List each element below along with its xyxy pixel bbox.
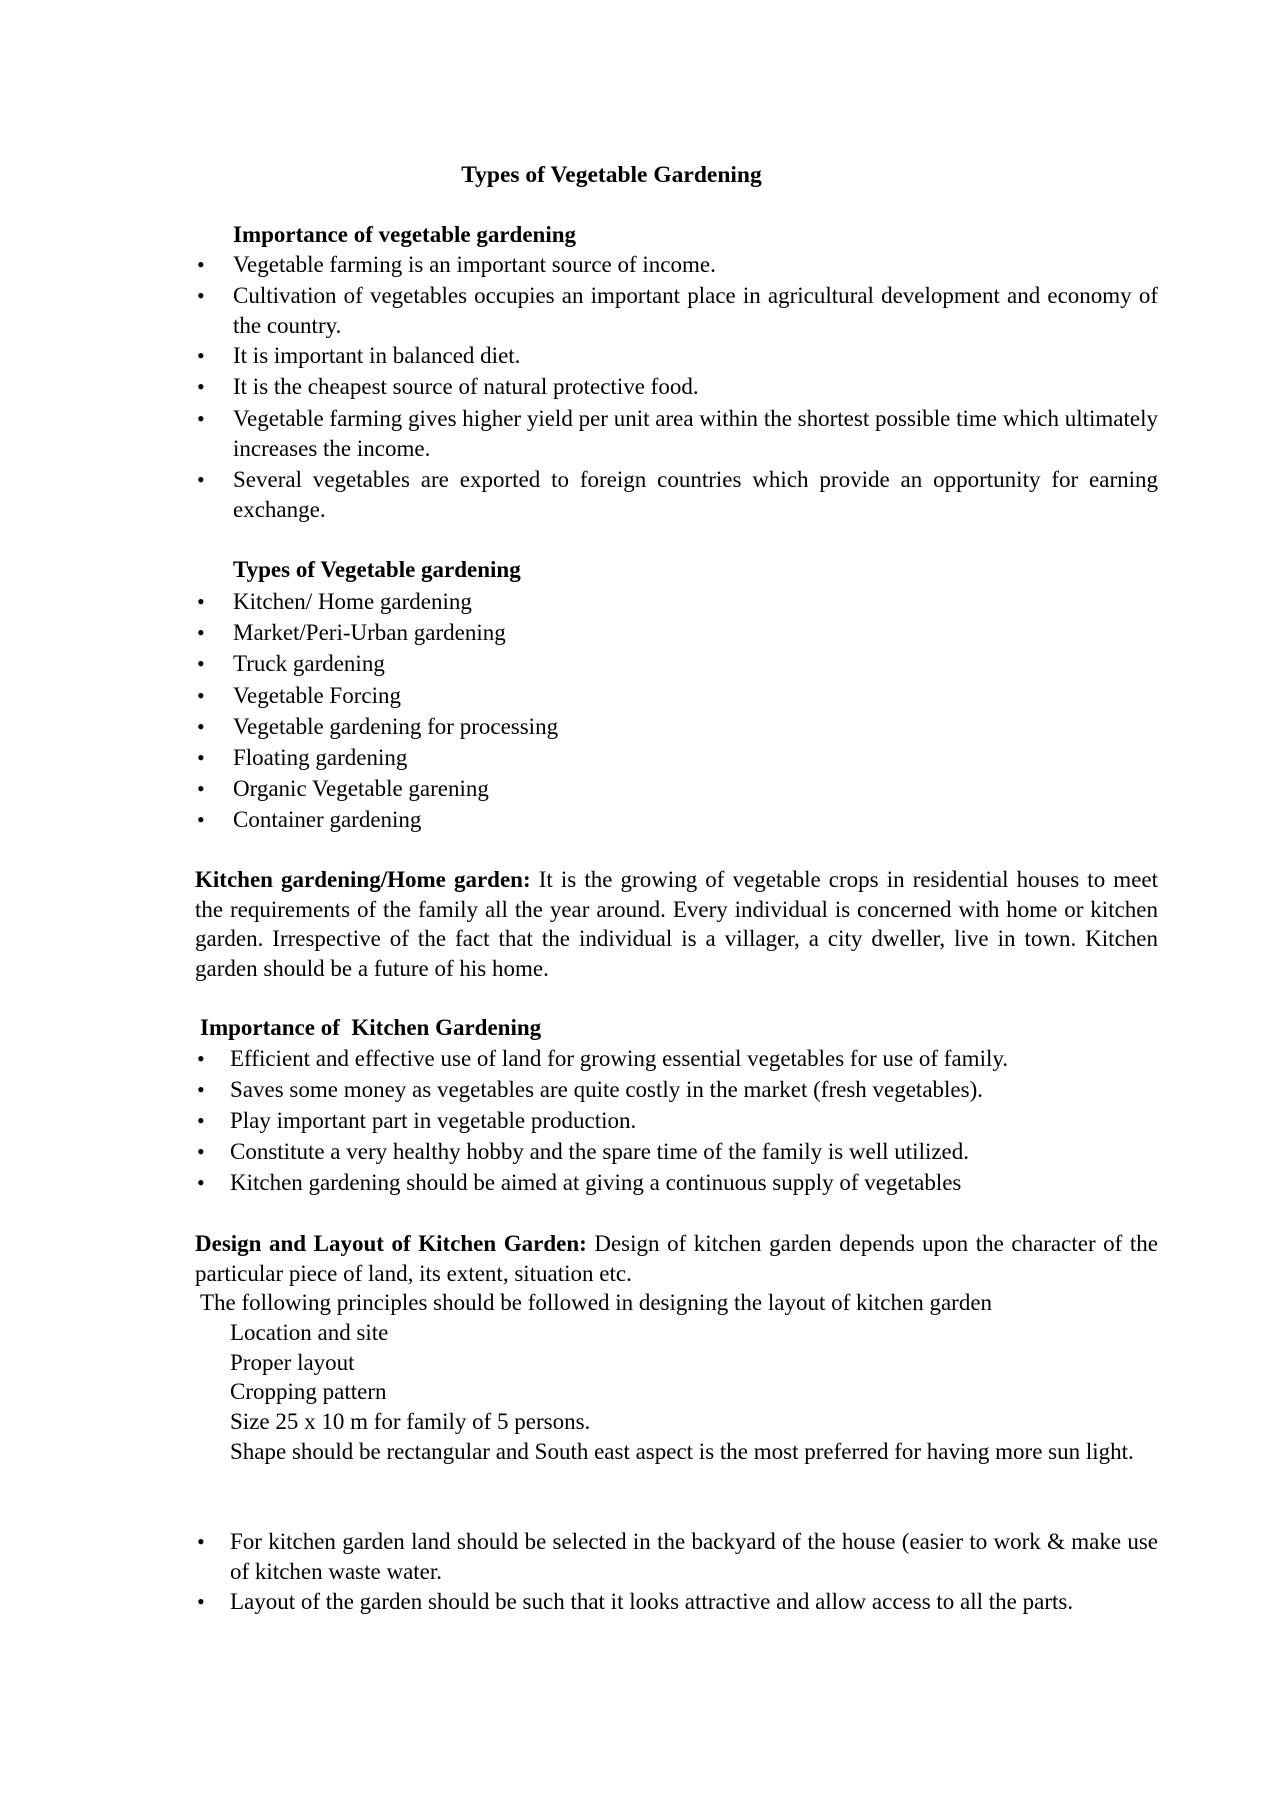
- list-item: Saves some money as vegetables are quite costly in the market (fresh vegetables).: [230, 1077, 983, 1102]
- paragraph-text: Design of kitchen garden depends upon the character of the particular piece of land, its extent, situation etc.: [195, 1231, 1158, 1286]
- page-title: Types of Vegetable Gardening: [461, 162, 762, 188]
- list-item: Efficient and effective use of land for growing essential vegetables for use of family.: [230, 1046, 1009, 1071]
- bullet-icon: •: [197, 343, 205, 368]
- principle-item: Size 25 x 10 m for family of 5 persons.: [230, 1409, 591, 1434]
- list-item: Kitchen gardening should be aimed at giving a continuous supply of vegetables: [230, 1170, 962, 1195]
- principle-item: Cropping pattern: [230, 1379, 387, 1404]
- bullet-icon: •: [197, 1046, 205, 1071]
- list-item: It is important in balanced diet.: [233, 343, 521, 368]
- bullet-icon: •: [197, 252, 205, 277]
- bullet-icon: •: [197, 1139, 205, 1164]
- list-item: Constitute a very healthy hobby and the spare time of the family is well utilized.: [230, 1139, 970, 1164]
- principle-item: Shape should be rectangular and South east aspect is the most preferred for having more sun light.: [230, 1439, 1134, 1464]
- list-item: It is the cheapest source of natural protective food.: [233, 374, 699, 399]
- bullet-icon: •: [197, 283, 205, 308]
- list-item: Play important part in vegetable production.: [230, 1108, 637, 1133]
- bullet-icon: •: [197, 1077, 205, 1102]
- paragraph-text: It is the growing of vegetable crops in residential houses to meet the requirements of the family all the year around. Every individual is concerned with home or kitchen garden. Irrespective of the fact that the individual is a villager, a city dweller, live in town. Kitchen garden should be a future of his home.: [195, 867, 1158, 981]
- paragraph-lead: Design and Layout of Kitchen Garden:: [195, 1231, 587, 1256]
- bullet-icon: •: [197, 620, 205, 645]
- list-item: Cultivation of vegetables occupies an important place in agricultural development and economy of the country.: [233, 283, 1158, 338]
- kitchen-garden-paragraph: [195, 865, 1158, 983]
- bullet-icon: •: [197, 1170, 205, 1195]
- list-item: For kitchen garden land should be selected in the backyard of the house (easier to work & make use of kitchen waste water.: [230, 1529, 1158, 1584]
- bullet-icon: •: [197, 776, 205, 801]
- bullet-icon: •: [197, 406, 205, 431]
- bullet-icon: •: [197, 683, 205, 708]
- design-layout-paragraph: [195, 1229, 1158, 1288]
- list-item: Organic Vegetable garening: [233, 776, 489, 801]
- section-heading-importance-vegetable: Importance of vegetable gardening: [233, 222, 577, 247]
- bullet-icon: •: [197, 374, 205, 399]
- list-item: Vegetable Forcing: [233, 683, 401, 708]
- section-heading-importance-kitchen: Importance of Kitchen Gardening: [200, 1015, 542, 1040]
- bullet-icon: •: [197, 1529, 205, 1554]
- principle-item: Proper layout: [230, 1350, 355, 1375]
- bullet-icon: •: [197, 1589, 205, 1614]
- list-item: Truck gardening: [233, 651, 385, 676]
- bullet-icon: •: [197, 467, 205, 492]
- bullet-icon: •: [197, 589, 205, 614]
- list-item: Market/Peri-Urban gardening: [233, 620, 506, 645]
- paragraph-lead: Kitchen gardening/Home garden:: [195, 867, 531, 892]
- list-item: Layout of the garden should be such that it looks attractive and allow access to all the parts.: [230, 1589, 1074, 1614]
- list-item: Vegetable gardening for processing: [233, 714, 559, 739]
- list-item: Vegetable farming gives higher yield per unit area within the shortest possible time which ultimately increases the income.: [233, 406, 1158, 461]
- section-heading-types: Types of Vegetable gardening: [233, 557, 521, 582]
- principles-intro: The following principles should be followed in designing the layout of kitchen garden: [200, 1290, 993, 1315]
- bullet-icon: •: [197, 807, 205, 832]
- list-item: Container gardening: [233, 807, 422, 832]
- bullet-icon: •: [197, 651, 205, 676]
- list-item: Floating gardening: [233, 745, 408, 770]
- list-item: Vegetable farming is an important source of income.: [233, 252, 716, 277]
- bullet-icon: •: [197, 745, 205, 770]
- list-item: Kitchen/ Home gardening: [233, 589, 472, 614]
- list-item: Several vegetables are exported to foreign countries which provide an opportunity for earning exchange.: [233, 467, 1158, 522]
- principle-item: Location and site: [230, 1320, 389, 1345]
- bullet-icon: •: [197, 714, 205, 739]
- bullet-icon: •: [197, 1108, 205, 1133]
